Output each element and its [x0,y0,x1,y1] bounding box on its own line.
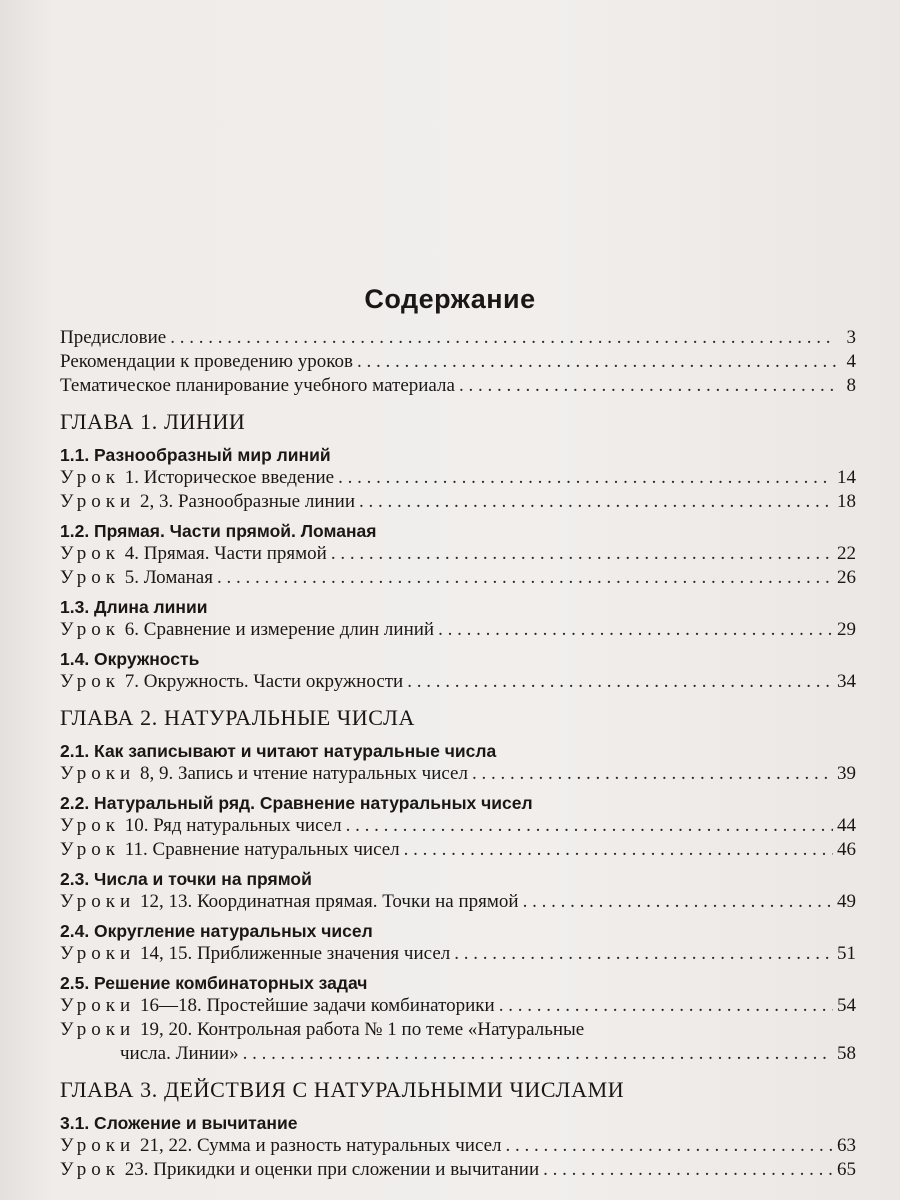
lesson-keyword: Уроки [60,891,136,912]
lesson-entry [60,566,856,590]
page-number: 29 [837,619,856,640]
section-heading: 3.1. Сложение и вычитание [60,1113,298,1133]
lesson-entry [60,814,856,838]
section-heading: 2.3. Числа и точки на прямой [60,869,312,889]
lesson-entry [60,490,856,514]
page-number: 44 [837,815,856,836]
chapter-heading: ГЛАВА 2. НАТУРАЛЬНЫЕ ЧИСЛА [60,705,415,730]
page-number: 18 [837,491,856,512]
lesson-keyword: Уроки [60,995,136,1016]
lesson-entry [60,942,856,966]
lesson-keyword: Уроки [60,1135,136,1156]
lesson-keyword: Уроки [60,1019,136,1040]
lesson-title: 12, 13. Координатная прямая. Точки на прямой [139,891,519,912]
section-heading: 1.3. Длина линии [60,597,208,617]
section-heading: 2.1. Как записывают и читают натуральные числа [60,741,497,761]
page-number: 46 [837,839,856,860]
section-heading: 2.5. Решение комбинаторных задач [60,973,368,993]
lesson-keyword: Урок [60,1159,121,1180]
page-number: 65 [837,1159,856,1180]
lesson-title: 8, 9. Запись и чтение натуральных чисел [139,763,468,784]
toc-entry [60,326,856,350]
lesson-keyword: Урок [60,671,121,692]
lesson-title: 21, 22. Сумма и разность натуральных чисел [139,1135,502,1156]
lesson-keyword: Урок [60,467,121,488]
lesson-entry [60,762,856,786]
page-number: 4 [846,351,856,372]
lesson-entry [60,670,856,694]
lesson-entry [60,994,856,1018]
lesson-entry [60,890,856,914]
lesson-keyword: Уроки [60,763,136,784]
lesson-keyword: Урок [60,619,121,640]
page-number: 22 [837,543,856,564]
page-number: 51 [837,943,856,964]
section-heading: 2.4. Округление натуральных чисел [60,921,373,941]
entry-label: Рекомендации к проведению уроков [60,351,353,372]
lesson-title: 6. Сравнение и измерение длин линий [124,619,435,640]
page-number: 3 [846,327,856,348]
lesson-keyword: Урок [60,815,121,836]
lesson-keyword: Урок [60,543,121,564]
lesson-title: 16—18. Простейшие задачи комбинаторики [139,995,495,1016]
page-number: 26 [837,567,856,588]
lesson-entry [60,1158,856,1182]
page-title: Содержание [364,284,536,314]
chapter-heading: ГЛАВА 1. ЛИНИИ [60,409,246,434]
page-number: 14 [837,467,856,488]
lesson-title: 7. Окружность. Части окружности [124,671,404,692]
lesson-title-cont: числа. Линии» [120,1043,239,1064]
page-number: 8 [846,375,856,396]
entry-label: Предисловие [60,327,167,348]
lesson-title: 5. Ломаная [124,567,213,588]
lesson-title: 2, 3. Разнообразные линии [139,491,355,512]
lesson-entry [60,838,856,862]
section-heading: 2.2. Натуральный ряд. Сравнение натуральных чисел [60,793,533,813]
toc-entry [60,374,856,398]
lesson-title: 14, 15. Приближенные значения чисел [139,943,451,964]
lesson-entry [60,1134,856,1158]
lesson-title: 19, 20. Контрольная работа № 1 по теме «Натуральные [139,1019,585,1040]
lesson-title: 4. Прямая. Части прямой [124,543,327,564]
lesson-entry [60,466,856,490]
section-heading: 1.2. Прямая. Части прямой. Ломаная [60,521,377,541]
table-of-contents [60,326,856,1182]
page-number: 63 [837,1135,856,1156]
entry-label: Тематическое планирование учебного материала [60,375,455,396]
page-number: 39 [837,763,856,784]
section-heading: 1.4. Окружность [60,649,200,669]
lesson-entry-line2 [60,1042,856,1066]
lesson-title: 23. Прикидки и оценки при сложении и вычитании [124,1159,540,1180]
page-number: 54 [837,995,856,1016]
lesson-keyword: Уроки [60,491,136,512]
page-number: 49 [837,891,856,912]
lesson-title: 10. Ряд натуральных чисел [124,815,342,836]
lesson-entry [60,542,856,566]
lesson-keyword: Уроки [60,943,136,964]
lesson-title: 11. Сравнение натуральных чисел [124,839,400,860]
lesson-title: 1. Историческое введение [124,467,335,488]
toc-entry [60,350,856,374]
chapter-heading: ГЛАВА 3. ДЕЙСТВИЯ С НАТУРАЛЬНЫМИ ЧИСЛАМИ [60,1077,625,1102]
lesson-entry [60,618,856,642]
lesson-keyword: Урок [60,839,121,860]
section-heading: 1.1. Разнообразный мир линий [60,445,331,465]
page-number: 34 [837,671,856,692]
lesson-entry-line1 [60,1018,856,1042]
lesson-keyword: Урок [60,567,121,588]
page-number: 58 [837,1043,856,1064]
